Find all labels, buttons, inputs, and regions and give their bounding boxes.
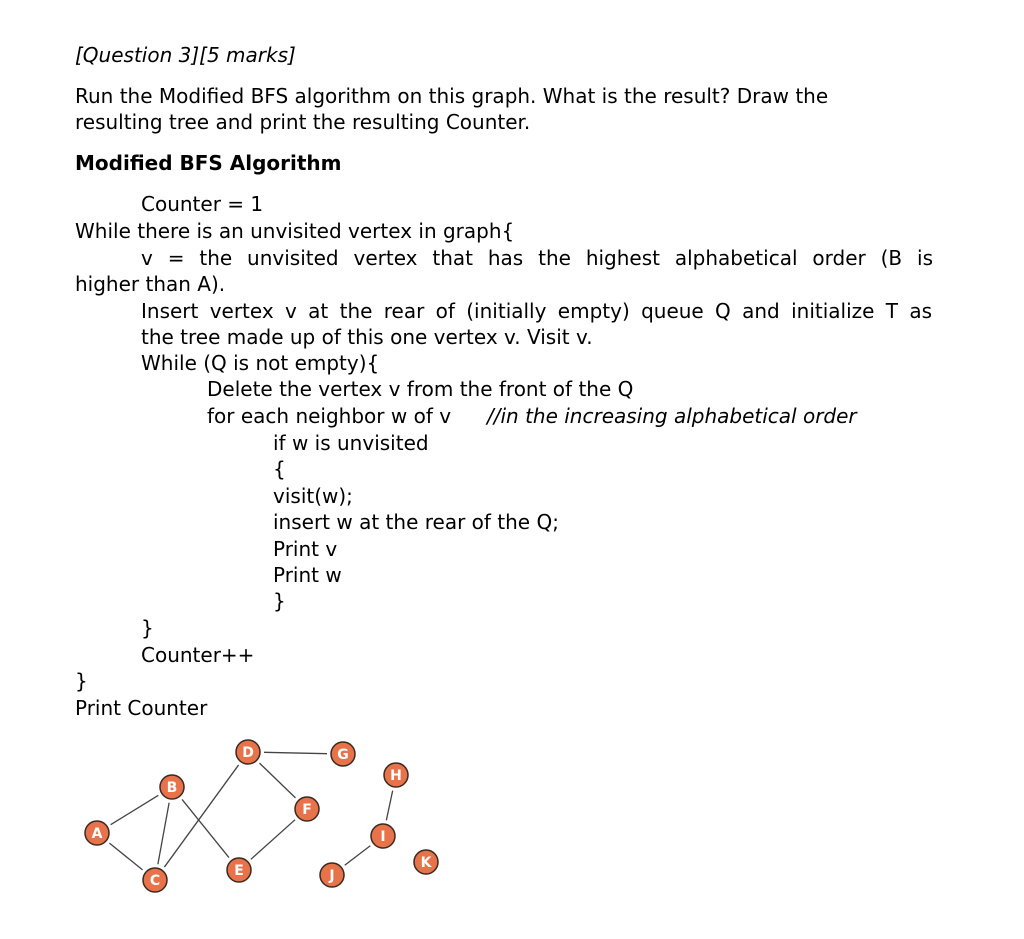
node-H <box>384 763 408 787</box>
node-label: D <box>242 745 254 761</box>
node-label: G <box>337 747 349 763</box>
edge-B-C <box>158 803 169 865</box>
code-line: visit(w); <box>273 484 353 508</box>
code-line: While there is an unvisited vertex in graph{ <box>75 219 515 243</box>
code-line: Print w <box>273 563 342 587</box>
node-label: B <box>166 780 178 796</box>
code-line: Insert vertex v at the rear of (initially empty) queue Q and initialize T as <box>141 299 932 323</box>
node-D <box>236 740 260 764</box>
code-line: the tree made up of this one vertex v. Visit v. <box>141 325 593 349</box>
algorithm-title: Modified BFS Algorithm <box>75 151 342 175</box>
code-line: } <box>75 669 88 693</box>
node-J <box>320 863 344 887</box>
edge-H-I <box>386 791 392 821</box>
code-line: { <box>273 457 286 481</box>
node-label: K <box>420 855 432 871</box>
node-K <box>414 850 438 874</box>
edge-A-B <box>111 795 159 824</box>
node-G <box>331 742 355 766</box>
node-label: A <box>91 826 103 842</box>
edge-D-F <box>260 763 296 798</box>
code-line: } <box>141 616 154 640</box>
node-label: J <box>329 868 335 884</box>
code-line: Counter++ <box>141 643 255 667</box>
code-line: Delete the vertex v from the front of the Q <box>207 377 634 401</box>
code-line: } <box>273 589 286 613</box>
node-label: C <box>149 873 161 889</box>
node-label: E <box>234 863 244 879</box>
node-B <box>160 775 184 799</box>
question-prompt-line1: Run the Modified BFS algorithm on this graph. What is the result? Draw the <box>75 84 829 108</box>
node-C <box>143 868 167 892</box>
edge-I-J <box>345 846 371 866</box>
node-I <box>371 824 395 848</box>
node-label: F <box>302 802 312 818</box>
edge-F-E <box>251 820 295 860</box>
node-F <box>295 797 319 821</box>
edge-D-G <box>264 752 327 753</box>
code-line: Counter = 1 <box>141 192 264 216</box>
code-line: v = the unvisited vertex that has the highest alphabetical order (B is <box>141 246 933 270</box>
node-A <box>85 821 109 845</box>
edge-A-C <box>109 843 142 870</box>
code-line: for each neighbor w of v <box>207 404 452 428</box>
edge-B-E <box>182 799 229 857</box>
code-line: Print Counter <box>75 696 208 720</box>
code-line: if w is unvisited <box>273 431 429 455</box>
code-line: While (Q is not empty){ <box>141 351 380 375</box>
node-E <box>227 858 251 882</box>
question-header: [Question 3][5 marks] <box>75 43 296 67</box>
code-line: Print v <box>273 537 338 561</box>
node-label: H <box>390 768 402 784</box>
question-prompt-line2: resulting tree and print the resulting Counter. <box>75 110 531 134</box>
node-label: I <box>380 829 386 845</box>
code-comment: //in the increasing alphabetical order <box>487 404 857 428</box>
code-line: higher than A). <box>75 272 226 296</box>
code-line: insert w at the rear of the Q; <box>273 510 559 534</box>
